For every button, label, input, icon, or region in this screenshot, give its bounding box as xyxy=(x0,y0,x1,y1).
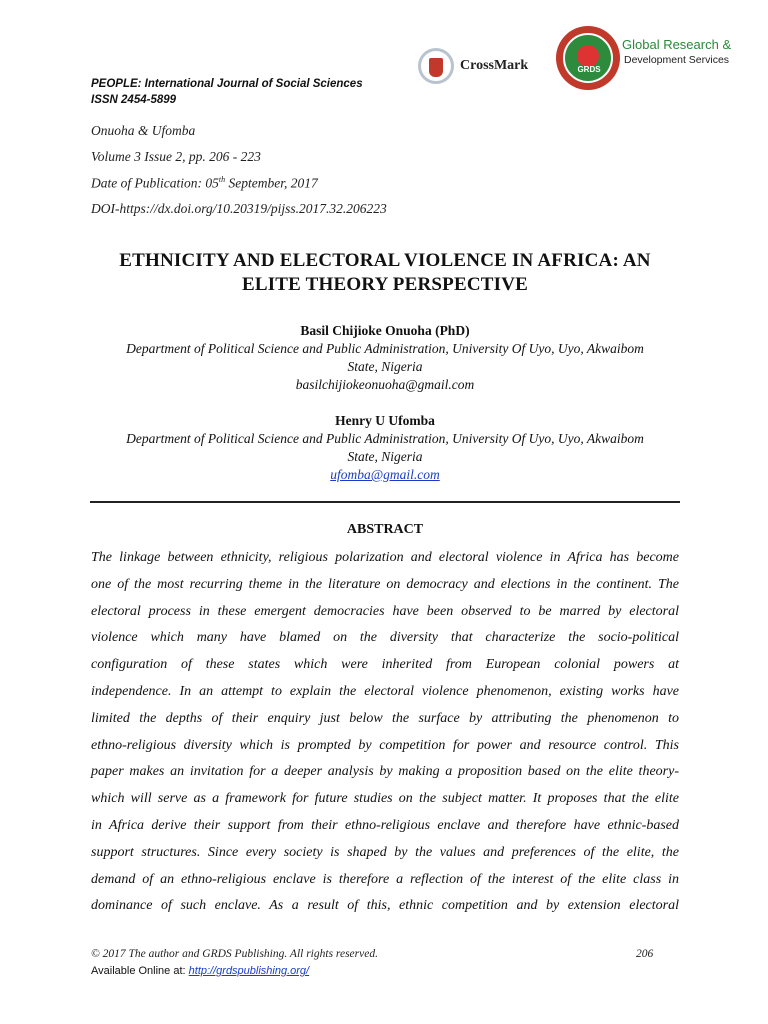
divider-rule xyxy=(90,501,680,503)
abstract-line: in Africa derive their support from their ethno-religious enclave and therefore have ethnic-based xyxy=(91,817,679,833)
journal-name: PEOPLE: International Journal of Social Sciences xyxy=(91,78,363,90)
crossmark-label: CrossMark xyxy=(460,58,529,73)
abstract-line: configuration of these states which were inherited from European colonial powers at xyxy=(91,657,679,673)
abstract-line: support structures. Since every society is shaped by the values and preferences of the elite, the xyxy=(91,844,679,860)
doi: DOI-https://dx.doi.org/10.20319/pijss.2017.32.206223 xyxy=(91,201,387,216)
date-suffix: September, 2017 xyxy=(225,175,318,191)
journal-issn: ISSN 2454-5899 xyxy=(91,94,177,106)
available-online xyxy=(91,965,309,977)
crossmark-icon xyxy=(418,48,454,84)
abstract-line: limited the depths of their enquiry just below the surface by attributing the phenomenon to xyxy=(91,710,679,726)
abstract-line: The linkage between ethnicity, religious polarization and electoral violence in Africa has become xyxy=(91,550,679,565)
grds-name-line1: Global Research & xyxy=(622,37,732,52)
crossmark-logo[interactable] xyxy=(418,48,536,86)
abstract-line: independence. In an attempt to explain the electoral violence phenomenon, existing works have xyxy=(91,683,679,699)
abstract-line: demand of an ethno-religious enclave is therefore a reflection of the interest of the elite class in xyxy=(91,871,679,887)
author-name: Basil Chijioke Onuoha (PhD) xyxy=(300,323,470,338)
author-affiliation-cont: State, Nigeria xyxy=(347,359,423,374)
grds-abbr: GRDS xyxy=(577,65,601,74)
abstract-line: ethno-religious diversity which is prompted by competition for power and resource control. This xyxy=(91,737,679,753)
date-prefix: Date of Publication: 05 xyxy=(91,175,219,191)
abstract-line: dominance of such enclave. As a result of this, ethnic competition and by extension electoral xyxy=(91,898,679,914)
author-name: Henry U Ufomba xyxy=(335,413,435,428)
volume-info: Volume 3 Issue 2, pp. 206 - 223 xyxy=(91,149,261,164)
publication-date xyxy=(91,175,318,192)
abstract-line: paper makes an invitation for a deeper analysis by making a proposition based on the elite theory- xyxy=(91,764,679,780)
title-line-2: ELITE THEORY PERSPECTIVE xyxy=(241,274,529,295)
copyright-notice: © 2017 The author and GRDS Publishing. All rights reserved. xyxy=(91,948,378,960)
authors-short: Onuoha & Ufomba xyxy=(91,123,196,138)
journal-header xyxy=(91,76,363,108)
author-affiliation: Department of Political Science and Public Administration, University Of Uyo, Uyo, Akwaibom xyxy=(126,431,644,446)
author-1 xyxy=(80,322,690,394)
author-affiliation: Department of Political Science and Public Administration, University Of Uyo, Uyo, Akwaibom xyxy=(126,341,644,356)
page-number: 206 xyxy=(636,948,654,960)
available-label: Available Online at: xyxy=(91,965,189,977)
author-email-link[interactable]: ufomba@gmail.com xyxy=(330,467,440,482)
grds-logo xyxy=(556,26,746,96)
abstract-line: violence which many have blamed on the diversity that characterize the socio-political xyxy=(91,630,679,646)
author-2 xyxy=(80,412,690,484)
abstract-line: electoral process in these emergent democracies have been observed to be marred by electoral xyxy=(91,603,679,619)
date-sup: th xyxy=(218,175,226,184)
grds-name-line2: Development Services xyxy=(624,54,730,66)
abstract-line: which will serve as a framework for future studies on the subject matter. It proposes that the elite xyxy=(91,791,679,807)
grds-seal-icon xyxy=(556,26,620,90)
abstract-body xyxy=(91,545,679,920)
author-affiliation-cont: State, Nigeria xyxy=(347,449,423,464)
publisher-url-link[interactable]: http://grdspublishing.org/ xyxy=(188,965,310,977)
title-line-1: ETHNICITY AND ELECTORAL VIOLENCE IN AFRICA: AN xyxy=(119,250,651,271)
abstract-heading: ABSTRACT xyxy=(346,522,424,537)
author-email: basilchijiokeonuoha@gmail.com xyxy=(295,377,475,392)
abstract-line: one of the most recurring theme in the literature on democracy and elections in the continent. The xyxy=(91,576,679,592)
paper-title xyxy=(80,249,690,297)
